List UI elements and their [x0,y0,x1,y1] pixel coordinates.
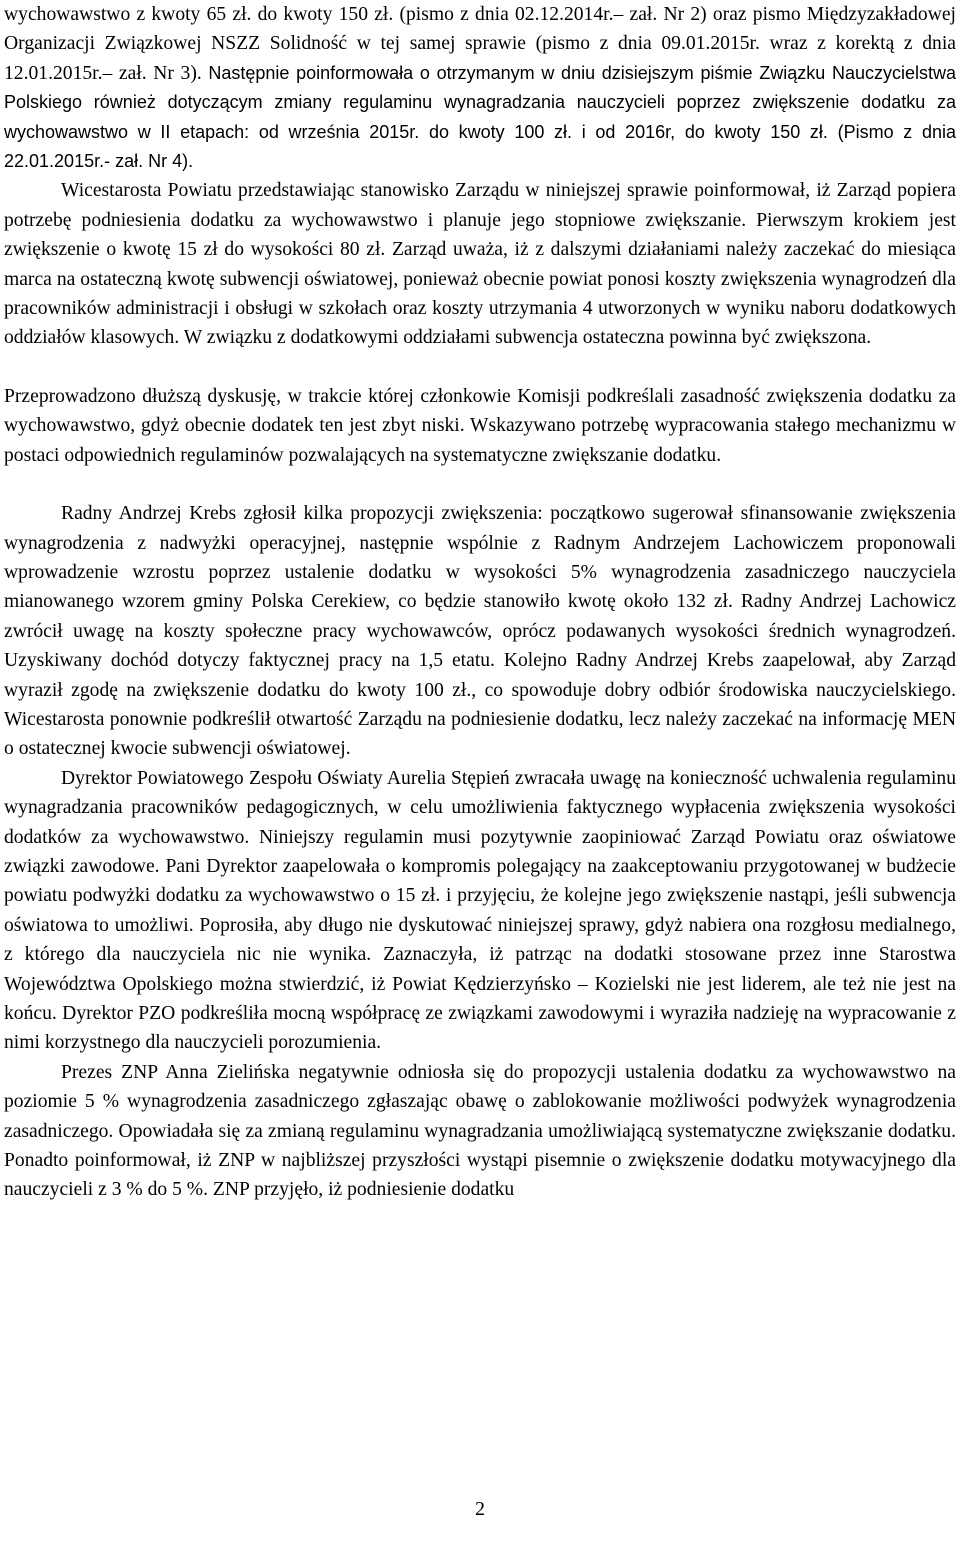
paragraph-vice-starost-part1: Wicestarosta Powiatu przedstawiając stanowisko Zarządu w niniejszej sprawie poinformował, iż Zarząd popiera potrzebę podniesienia dodatku za wychowawstwo i planuje jego stopniowe zwiększanie. Pierwszym krokiem jest zwiększenie o kwotę 15 zł do wysokości 80 zł. [4,180,956,261]
paragraph-discussion: Przeprowadzono dłuższą dyskusję, w trakcie której członkowie Komisji podkreślali zasadność zwiększenia dodatku za wychowawstwo, gdyż obecnie dodatek ten jest zbyt niski. Wskazywano potrzebę wypracowania stałego mechanizmu w postaci odpowiednich regulaminów pozwalających na systematyczne zwiększanie dodatku. [4,385,956,466]
paragraph-letters [4,0,956,176]
paragraph-letters-part1: wychowawstwo z kwoty 65 zł. do kwoty 150 zł. (pismo z dnia 02.12.2014r.– zał. Nr 2) oraz pismo Międzyzakładowej Organizacji Związkowej NSZZ Solidność w tej samej sprawie (pismo z dnia 09.01.2015r. wraz z korektą z dnia 12.01.2015r.– zał. Nr 3). [4,4,956,84]
paragraph-vice-starost-part2: Zarząd uważa, iż z dalszymi działaniami należy zaczekać do miesiąca marca na ostateczną kwotę subwencji oświatowej, ponieważ obecnie powiat ponosi koszty zwiększenia wynagrodzeń dla pracowników administracji i obsługi w szkołach oraz koszty utrzymania 4 utworzonych w wyniku naboru dodatkowych oddziałów klasowych. W związku z dodatkowymi oddziałami subwencja ostateczna powinna być zwiększona. [4,239,956,349]
paragraph-letters-part2: Następnie poinformowała o otrzymanym w dniu dzisiejszym piśmie Związku Nauczycielstwa Polskiego również dotyczącym zmiany regulaminu wynagradzania nauczycieli poprzez zwiększenie dodatku za wychowawstwo w II etapach: od września 2015r. do kwoty 100 zł. i od 2016r, do kwoty 150 zł. (Pismo z dnia 22.01.2015r.- zał. Nr 4). [4,62,956,172]
paragraph-krebs-proposals: Radny Andrzej Krebs zgłosił kilka propozycji zwiększenia: początkowo sugerował sfinansowanie zwiększenia wynagrodzenia z nadwyżki operacyjnej, następnie wspólnie z Radnym Andrzejem Lachowiczem proponowali wprowadzenie wzrostu poprzez ustalenie dodatku w wysokości 5% wynagrodzenia zasadniczego nauczyciela mianowanego wzorem gminy Polska Cerekiew, co będzie stanowiło kwotę około 132 zł. Radny Andrzej Lachowicz zwrócił uwagę na koszty społeczne pracy wychowawców, oprócz podawanych wysokości średnich wynagrodzeń. Uzyskiwany dochód dotyczy faktycznej pracy na 1,5 etatu. Kolejno Radny Andrzej Krebs zaapelował, aby Zarząd wyraził zgodę na zwiększenie dodatku do kwoty 100 zł., co spowoduje dobry odbiór środowiska nauczycielskiego. Wicestarosta ponownie podkreślił otwartość Zarządu na podniesienie dodatku, lecz należy zaczekać na informację MEN o ostatecznej kwocie subwencji oświatowej. [4,503,956,760]
page-number: 2 [475,1498,485,1520]
paragraph-znp-president: Prezes ZNP Anna Zielińska negatywnie odniosła się do propozycji ustalenia dodatku za wychowawstwo na poziomie 5 % wynagrodzenia zasadniczego zgłaszając obawę o zablokowanie możliwości podwyżek wynagrodzenia zasadniczego. Opowiadała się za zmianą regulaminu wynagradzania umożliwiającą systematyczne zwiększanie dodatku. Ponadto poinformował, iż ZNP w najbliższej przyszłości wystąpi pisemnie o zwiększenie dodatku motywacyjnego dla nauczycieli z 3 % do 5 %. ZNP przyjęło, iż podniesienie dodatku [4,1061,956,1201]
paragraph-vice-starost [4,176,956,352]
paragraph-director-pzo: Dyrektor Powiatowego Zespołu Oświaty Aurelia Stępień zwracała uwagę na konieczność uchwalenia regulaminu wynagradzania pracowników pedagogicznych, w celu umożliwienia faktycznego wypłacenia zwiększenia wysokości dodatków za wychowawstwo. Niniejszy regulamin musi pozytywnie zaopiniować Zarząd Powiatu oraz oświatowe związki zawodowe. Pani Dyrektor zaapelowała o kompromis polegający na zaakceptowaniu przygotowanej w budżecie powiatu podwyżki dodatku za wychowawstwo o 15 zł. i przyjęciu, że kolejne jego zwiększenie nastąpi, jeśli subwencja oświatowa to umożliwi. Poprosiła, aby długo nie dyskutować niniejszej sprawy, gdyż nabiera ona rozgłosu medialnego, z którego dla nauczyciela nic nie wynika. Zaznaczyła, iż patrząc na dodatki stosowane przez inne Starostwa Województwa Opolskiego można stwierdzić, iż Powiat Kędzierzyńsko – Kozielski nie jest liderem, ale też nie jest na końcu. Dyrektor PZO podkreśliła mocną współpracę ze związkami zawodowymi i wyraziła nadzieję na wypracowanie z nimi korzystnego dla nauczycieli porozumienia. [4,767,956,1054]
